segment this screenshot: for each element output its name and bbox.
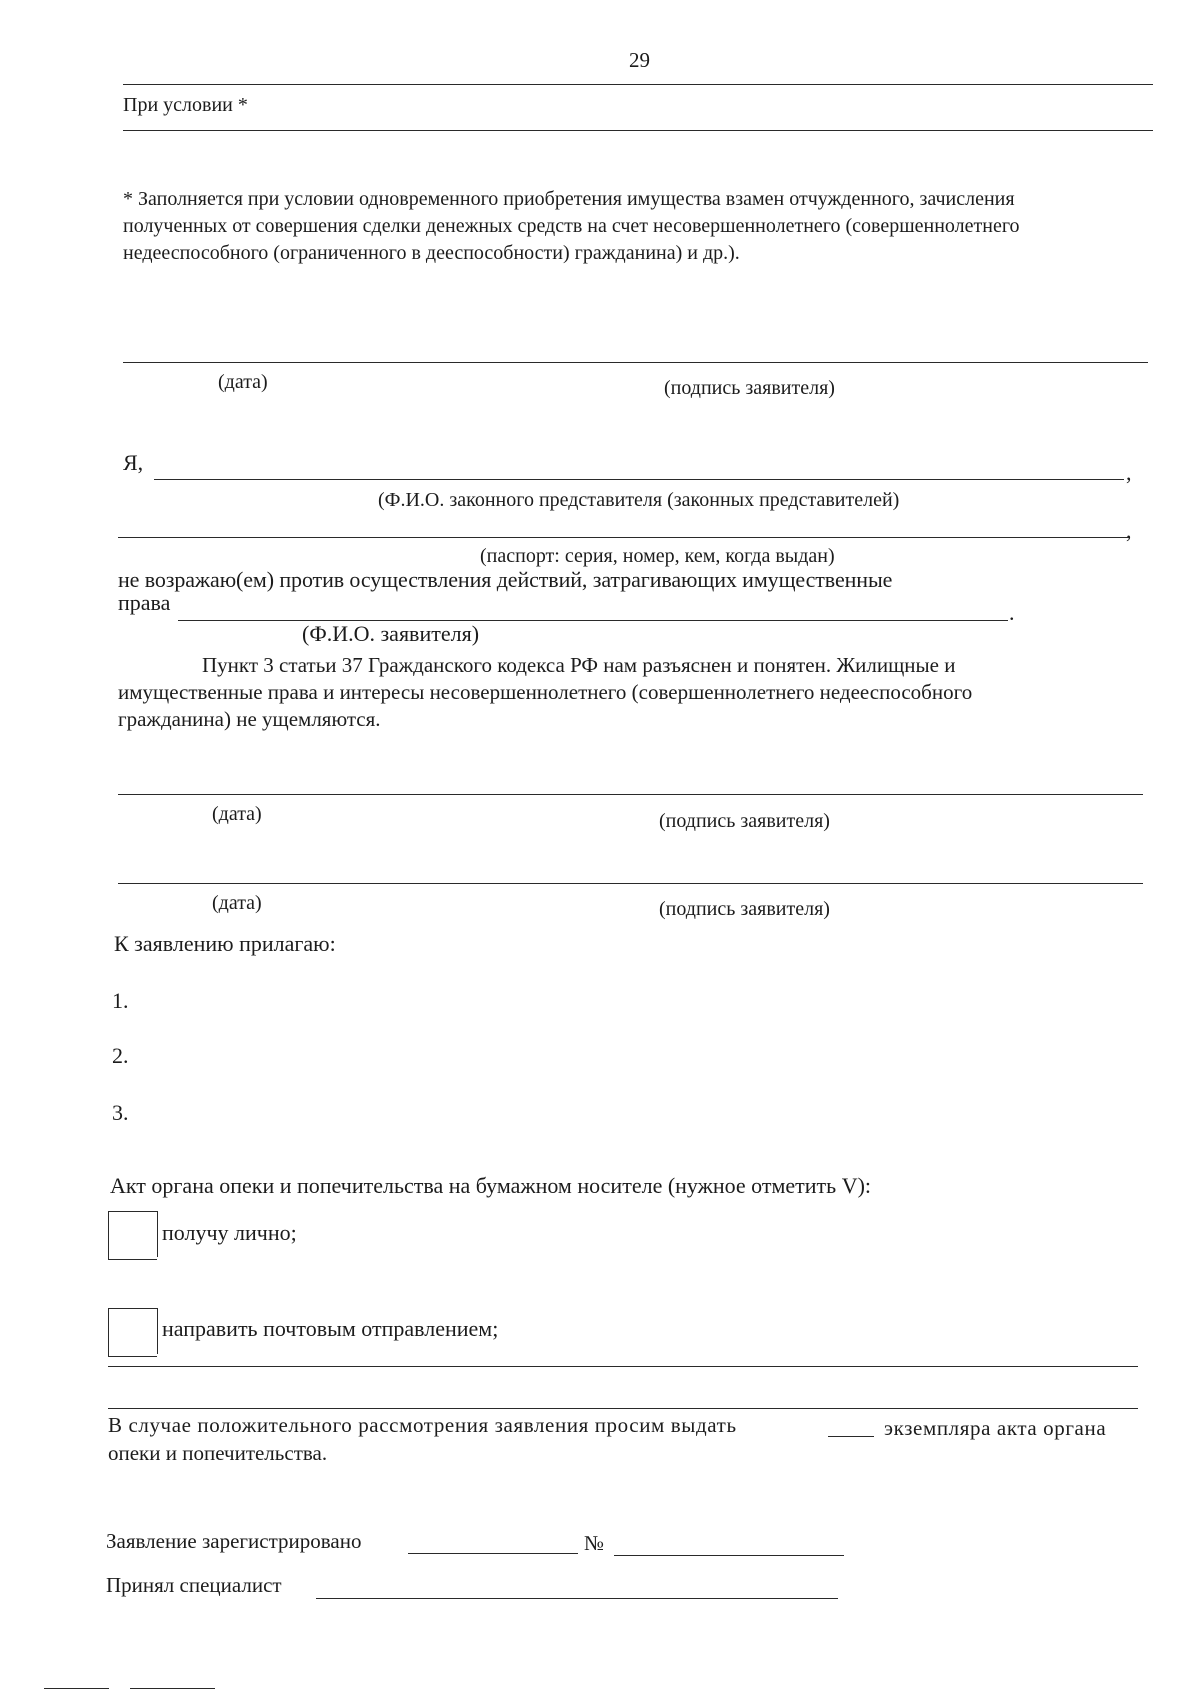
- applicant-caption: (Ф.И.О. заявителя): [302, 621, 480, 646]
- condition-line-top: [123, 84, 1153, 85]
- clarification-line: Пункт 3 статьи 37 Гражданского кодекса РФ нам разъяснен и понятен. Жилищные и: [202, 653, 956, 677]
- clarification-line: гражданина) не ущемляются.: [118, 707, 381, 731]
- rights-label: права: [118, 590, 171, 615]
- date-label: (дата): [218, 371, 268, 393]
- option-checkbox-by-mail[interactable]: [108, 1308, 157, 1357]
- rights-period: .: [1009, 600, 1015, 625]
- representative-fio-caption: (Ф.И.О. законного представителя (законных представителей): [378, 489, 900, 511]
- date-label: (дата): [212, 803, 262, 825]
- scan-mark: [130, 1688, 215, 1689]
- footnote: [123, 186, 1151, 267]
- registered-label: Заявление зарегистрировано: [106, 1529, 362, 1553]
- passport-field: [118, 537, 1128, 538]
- attachment-item-number: 3.: [112, 1100, 129, 1125]
- option-checkbox-in-person[interactable]: [108, 1211, 157, 1260]
- option-label-by-mail: направить почтовым отправлением;: [162, 1316, 499, 1341]
- option-label-in-person: получу лично;: [162, 1220, 297, 1245]
- page-number: 29: [629, 48, 650, 72]
- signature-label: (подпись заявителя): [659, 898, 830, 920]
- condition-label: При условии *: [123, 94, 248, 116]
- registration-number-field[interactable]: [614, 1555, 844, 1556]
- accepted-label: Принял специалист: [106, 1573, 282, 1597]
- registration-date-field[interactable]: [408, 1553, 578, 1554]
- footnote-line: недееспособного (ограниченного в дееспособности) гражданина) и др.).: [123, 242, 740, 264]
- attachments-heading: К заявлению прилагаю:: [114, 931, 336, 956]
- number-label: №: [584, 1531, 605, 1555]
- clarification-line: имущественные права и интересы несовершеннолетнего (совершеннолетнего недееспособного: [118, 680, 973, 704]
- signature-label: (подпись заявителя): [664, 377, 835, 399]
- specialist-field[interactable]: [316, 1598, 838, 1599]
- passport-caption: (паспорт: серия, номер, кем, когда выдан): [480, 545, 835, 567]
- date-label: (дата): [212, 892, 262, 914]
- footnote-line: полученных от совершения сделки денежных средств на счет несовершеннолетнего (совершеннолетнего: [123, 215, 1020, 237]
- passport-comma: ,: [1126, 518, 1132, 543]
- no-objection-text: не возражаю(ем) против осуществления действий, затрагивающих имущественные: [118, 567, 893, 592]
- representative-prefix: Я,: [123, 450, 144, 475]
- signature-line-3: [118, 883, 1143, 884]
- footnote-line: * Заполняется при условии одновременного приобретения имущества взамен отчужденного, зачисления: [123, 188, 1015, 210]
- signature-label: (подпись заявителя): [659, 810, 830, 832]
- copies-count-field[interactable]: [828, 1436, 874, 1437]
- copies-request-text: опеки и попечительства.: [108, 1441, 328, 1465]
- clarification-paragraph: [118, 652, 1146, 733]
- copies-request-text: экземпляра акта органа: [884, 1416, 1107, 1440]
- scan-mark: [44, 1688, 109, 1689]
- act-delivery-heading: Акт органа опеки и попечительства на бумажном носителе (нужное отметить V):: [110, 1173, 872, 1198]
- attachment-item-number: 2.: [112, 1043, 129, 1068]
- signature-line-1: [123, 362, 1148, 363]
- representative-comma: ,: [1126, 460, 1132, 485]
- attachment-item-number: 1.: [112, 988, 129, 1013]
- representative-fio-field: [154, 479, 1124, 480]
- delivery-line: [108, 1408, 1138, 1409]
- signature-line-2: [118, 794, 1143, 795]
- copies-request-text: В случае положительного рассмотрения заявления просим выдать: [108, 1413, 737, 1437]
- delivery-line: [108, 1366, 1138, 1367]
- condition-line-bottom: [123, 130, 1153, 131]
